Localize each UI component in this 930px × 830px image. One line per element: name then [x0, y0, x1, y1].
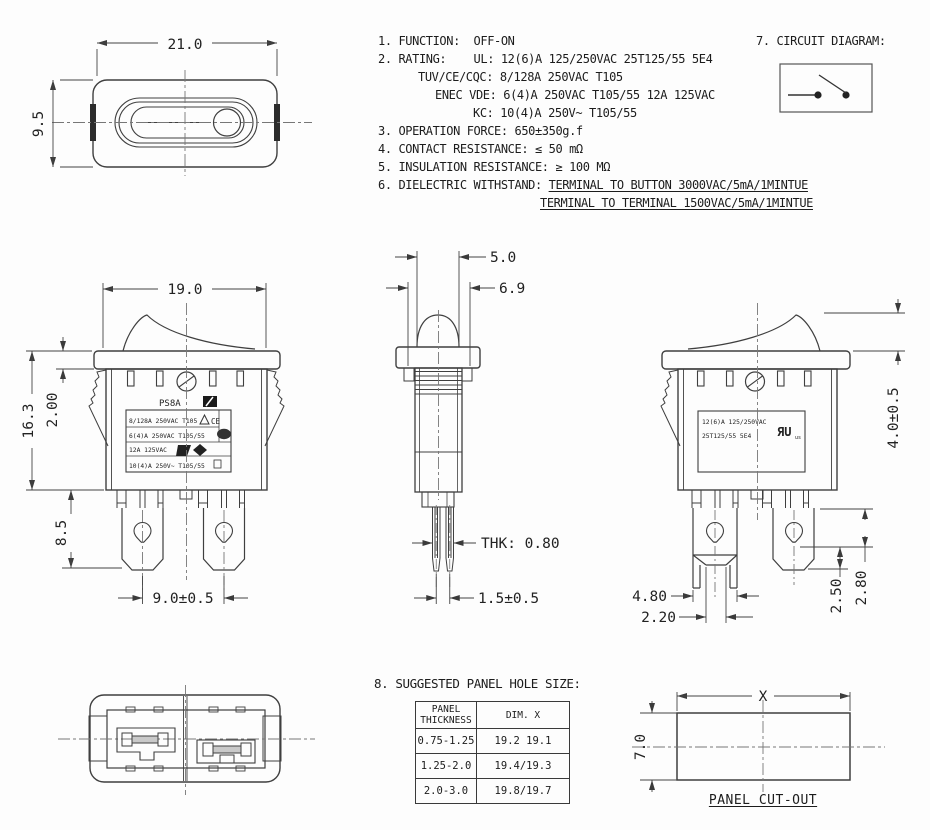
dim-flange-thickness: 2.00 — [45, 392, 61, 428]
enec-mark-icon — [217, 429, 231, 439]
dim-cutout-height: 7.0 — [633, 733, 649, 761]
dim-terminal-length: 8.5 — [54, 519, 70, 547]
spec-dielectric-value1: TERMINAL TO BUTTON 3000VAC/5mA/1MINTUE — [548, 178, 808, 192]
panel-hole-size-title: 8. SUGGESTED PANEL HOLE SIZE: — [374, 676, 581, 691]
model-label: PS8A — [159, 399, 181, 409]
brand-logo-icon — [203, 396, 217, 407]
ul-rating-line-2: 25T125/55 5E4 — [702, 433, 752, 440]
dim-hole-bottom-offset: 2.50 — [829, 578, 845, 614]
rating-line-2: 6(4)A 250VAC T105/55 — [129, 433, 205, 440]
cul-mark-icon — [176, 445, 191, 456]
dim-tab-outer-width: 4.80 — [632, 589, 667, 605]
dim-dome-width: 5.0 — [490, 250, 517, 266]
spec-operation-force: 3. OPERATION FORCE: 650±350g.f — [378, 124, 583, 138]
terminal-right — [773, 508, 814, 570]
dim-top-width: 21.0 — [167, 37, 203, 53]
rating-label — [126, 410, 231, 472]
rocker-dome — [417, 315, 459, 347]
terminal-slot-right — [197, 740, 255, 763]
dim-body-width: 19.0 — [167, 282, 203, 298]
spec-dielectric-label: 6. DIELECTRIC WITHSTAND: — [378, 178, 549, 192]
spec-dielectric — [378, 178, 808, 192]
switch-lever — [819, 75, 846, 93]
table-header-row — [416, 702, 570, 729]
table-row: 2.0-3.0 19.8/19.7 — [416, 779, 570, 804]
spec-rating-ul: 2. RATING: UL: 12(6)A 125/250VAC 25T125/55 5E4 — [378, 52, 713, 66]
top-view-drawing — [31, 37, 312, 176]
side-clip-right — [263, 716, 281, 761]
circuit-diagram-title: 7. CIRCUIT DIAGRAM: — [756, 34, 886, 48]
dim-hole-height: 2.80 — [854, 570, 870, 606]
spec-rating-enec: ENEC VDE: 6(4)A 250VAC T105/55 12A 125VAC — [435, 88, 715, 102]
dim-rocker-height: 4.0±0.5 — [886, 387, 902, 449]
dim-terminal-pitch: 9.0±0.5 — [152, 591, 214, 607]
circuit-diagram — [780, 64, 872, 112]
rating-line-4: 10(4)A 250V~ T105/55 — [129, 463, 205, 470]
rating-line-3: 12A 125VAC — [129, 447, 167, 454]
right-side-view-drawing — [632, 299, 930, 626]
dim-tab-inner-width: 2.20 — [641, 610, 676, 626]
ul-rating-line-1: 12(6)A 125/250VAC — [702, 419, 767, 426]
spec-rating-tuv: TUV/CE/CQC: 8/128A 250VAC T105 — [418, 70, 623, 84]
contact-dot-left — [814, 91, 821, 98]
dim-pin-thickness: THK: 0.80 — [481, 536, 560, 552]
side-view-drawing — [386, 250, 560, 607]
spec-function: 1. FUNCTION: OFF-ON — [378, 34, 515, 48]
center-key — [180, 490, 192, 499]
side-clip-left — [89, 716, 107, 761]
ce-mark: CE — [211, 417, 221, 426]
col-header-dim-x: DIM. X — [477, 702, 570, 729]
pins — [433, 507, 454, 571]
center-key — [751, 490, 763, 499]
spec-rating-kc: KC: 10(4)A 250V~ T105/55 — [473, 106, 637, 120]
ul-rating-label — [698, 411, 805, 472]
dim-pin-pitch: 1.5±0.5 — [478, 591, 540, 607]
front-view-drawing — [21, 282, 284, 607]
warning-triangle-icon — [200, 415, 209, 424]
kc-mark-icon — [193, 444, 207, 456]
bottom-view-drawing — [58, 685, 315, 795]
panel-cutout-caption: PANEL CUT-OUT — [708, 793, 818, 808]
rating-line-1: 8/128A 250VAC T105 — [129, 418, 198, 425]
screw-head — [746, 372, 765, 391]
table-row: 0.75-1.25 19.2 19.1 — [416, 729, 570, 754]
dim-total-height: 16.3 — [21, 403, 37, 439]
terminal-slot-left — [117, 728, 175, 760]
table-row: 1.25-2.0 19.4/19.3 — [416, 754, 570, 779]
spec-insulation-resistance: 5. INSULATION RESISTANCE: ≥ 100 MΩ — [378, 160, 611, 174]
panel-hole-size-table — [415, 701, 570, 804]
cert-mark-icon — [214, 460, 221, 468]
dim-neck-width: 6.9 — [499, 281, 526, 297]
spec-dielectric-value2: TERMINAL TO TERMINAL 1500VAC/5mA/1MINTUE — [540, 196, 813, 210]
ul-mark-sub: us — [795, 435, 802, 441]
dim-cutout-width: X — [758, 689, 768, 705]
ul-recognized-mark-icon: ЯU — [777, 425, 792, 439]
spec-contact-resistance: 4. CONTACT RESISTANCE: ≤ 50 mΩ — [378, 142, 583, 156]
dim-top-height: 9.5 — [31, 110, 47, 138]
panel-cutout-drawing — [632, 689, 885, 792]
col-header-panel-thickness: PANEL THICKNESS — [416, 702, 477, 729]
